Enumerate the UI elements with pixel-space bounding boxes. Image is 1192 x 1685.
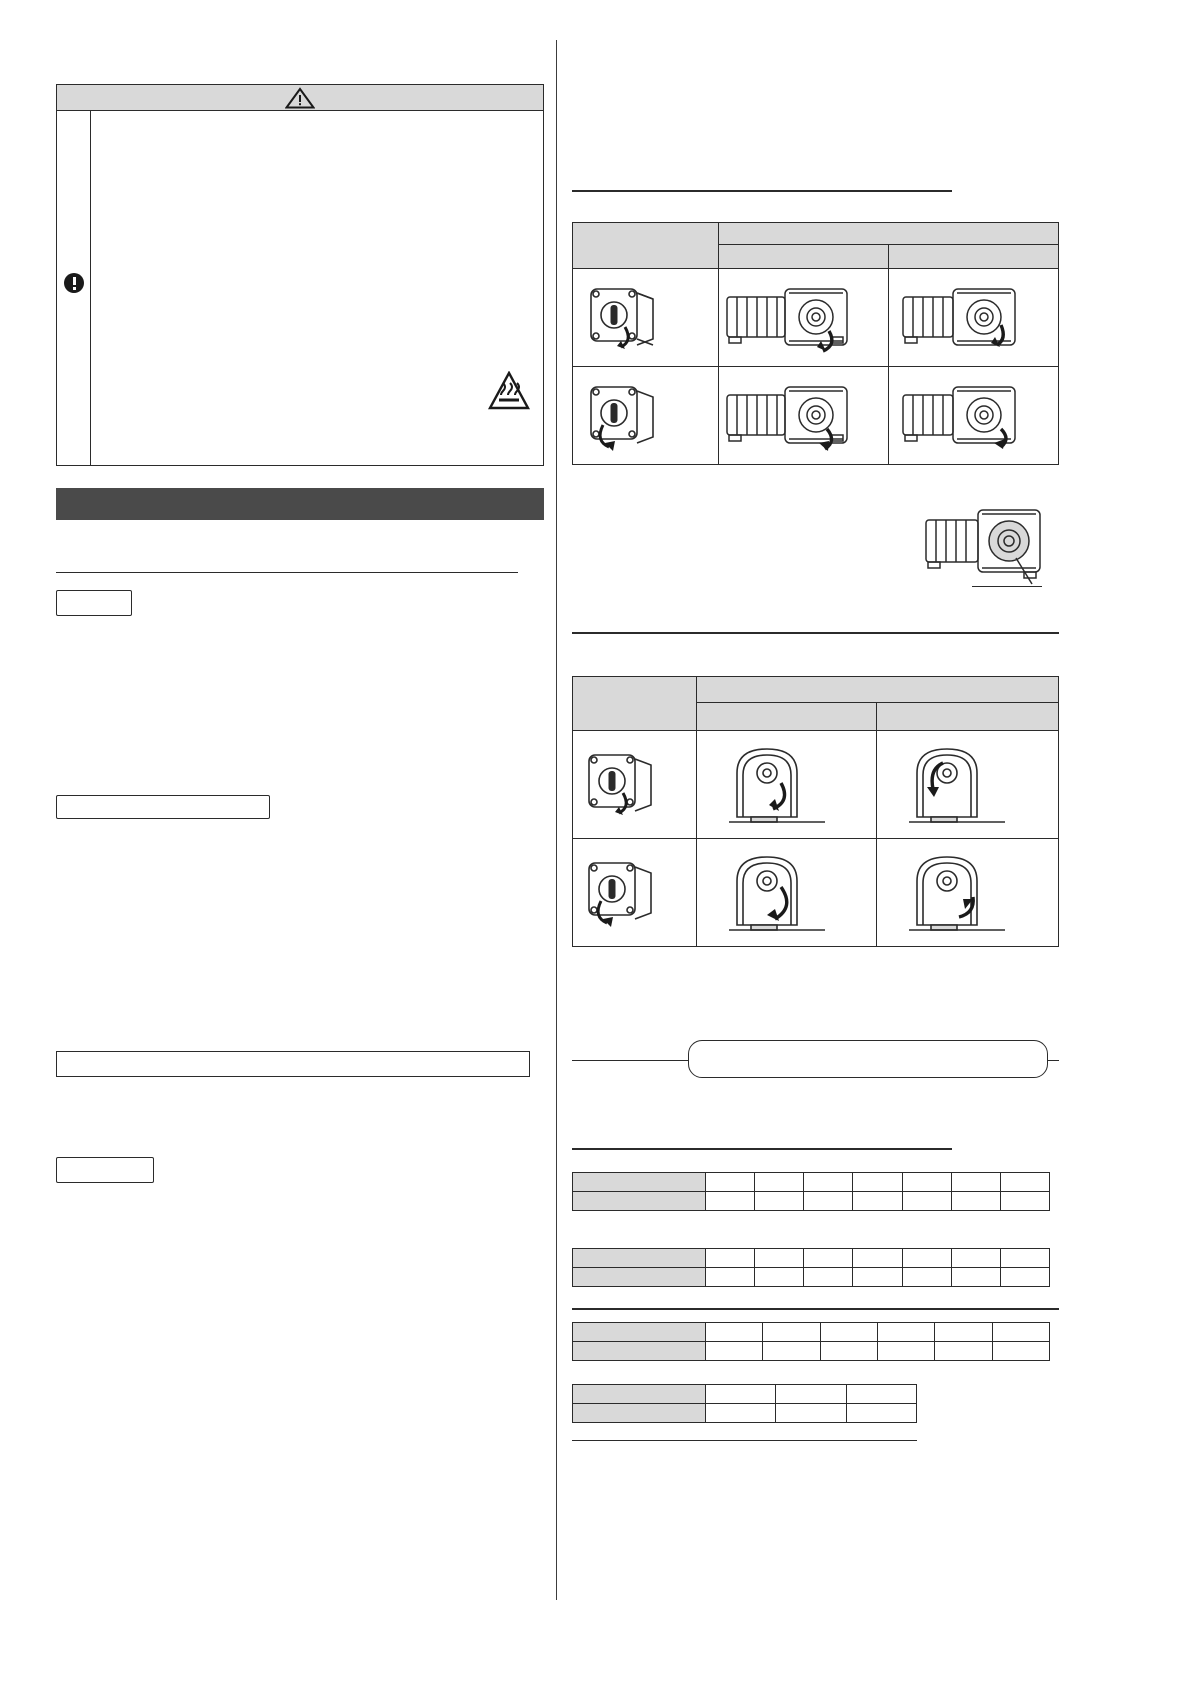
caution-body	[57, 111, 543, 465]
motor-shaft-ccw-icon	[573, 839, 697, 947]
spec-cell	[951, 1249, 1000, 1268]
spec-cell	[902, 1173, 951, 1192]
table-row	[573, 1268, 1050, 1287]
table1-head-left	[573, 223, 719, 269]
spec-cell	[1000, 1173, 1049, 1192]
spec-cell	[853, 1192, 902, 1211]
spec-row-header	[573, 1249, 706, 1268]
spec-cell	[846, 1385, 916, 1404]
spec-cell	[706, 1173, 755, 1192]
table1-head-mid	[719, 245, 889, 269]
tag-box-2	[56, 795, 270, 819]
table1-header-row-1	[573, 223, 1059, 245]
exclamation-circle-icon	[64, 273, 84, 293]
table-row	[573, 1342, 1050, 1361]
spec-cell	[951, 1192, 1000, 1211]
rotation-direction-table-1	[572, 222, 1059, 465]
caution-text-column	[91, 111, 543, 465]
spec-cell	[992, 1342, 1049, 1361]
spec-cell	[992, 1323, 1049, 1342]
specs-footer-rule	[572, 1440, 917, 1441]
spec-cell	[1000, 1268, 1049, 1287]
hollow-shaft-cw-icon	[877, 839, 1059, 947]
detail-leader-rule	[972, 586, 1042, 587]
spec-row-header	[573, 1173, 706, 1192]
hollow-shaft-cw-icon	[696, 731, 877, 839]
spec-row-header	[573, 1192, 706, 1211]
hollow-shaft-ccw-icon	[696, 839, 877, 947]
caution-header	[57, 85, 543, 111]
spec-cell	[763, 1323, 820, 1342]
spec-cell	[706, 1268, 755, 1287]
table-row	[573, 1385, 917, 1404]
spec-cell	[820, 1323, 877, 1342]
geared-motor-ccw-icon	[719, 367, 889, 465]
spec-cell	[935, 1323, 992, 1342]
spec-cell	[820, 1342, 877, 1361]
geared-motor-cw-icon	[719, 269, 889, 367]
table-row	[573, 367, 1059, 465]
spec-cell	[706, 1249, 755, 1268]
table2-head-mid	[696, 703, 877, 731]
spec-cell	[1000, 1192, 1049, 1211]
spec-cell	[853, 1249, 902, 1268]
spec-cell	[763, 1342, 820, 1361]
spec-cell	[951, 1268, 1000, 1287]
spec-cell	[755, 1249, 804, 1268]
warning-triangle-icon	[285, 87, 315, 109]
table-row	[573, 731, 1059, 839]
spec-table-2	[572, 1248, 1050, 1287]
spec-cell	[706, 1404, 776, 1423]
rotation-direction-table-2	[572, 676, 1059, 947]
table-row	[573, 1249, 1050, 1268]
table-row	[573, 1404, 917, 1423]
spec-cell	[755, 1192, 804, 1211]
spec-cell	[951, 1173, 1000, 1192]
spec-cell	[804, 1249, 853, 1268]
specs-group2-rule	[572, 1308, 1059, 1310]
table2-caption-rule	[572, 632, 1059, 634]
spec-cell	[706, 1342, 763, 1361]
table-row	[573, 1323, 1050, 1342]
caution-icon-column	[57, 111, 91, 465]
spec-cell	[1000, 1249, 1049, 1268]
spec-cell	[776, 1404, 846, 1423]
spec-cell	[846, 1404, 916, 1423]
info-bar-1	[56, 1051, 530, 1077]
spec-cell	[755, 1173, 804, 1192]
spec-cell	[853, 1173, 902, 1192]
hollow-shaft-ccw-icon	[877, 731, 1059, 839]
spec-cell	[877, 1323, 934, 1342]
spec-cell	[804, 1192, 853, 1211]
callout-bar	[688, 1040, 1048, 1078]
table1-head-right	[889, 245, 1059, 269]
spec-table-4	[572, 1384, 917, 1423]
table-row	[573, 269, 1059, 367]
spec-row-header	[573, 1385, 706, 1404]
spec-cell	[902, 1192, 951, 1211]
spec-cell	[877, 1342, 934, 1361]
spec-cell	[706, 1323, 763, 1342]
geared-motor-cw-icon	[889, 269, 1059, 367]
column-divider	[556, 40, 557, 1600]
spec-cell	[853, 1268, 902, 1287]
hot-surface-icon	[487, 371, 531, 411]
motor-shaft-ccw-icon	[573, 367, 719, 465]
spec-cell	[706, 1192, 755, 1211]
specs-caption-rule	[572, 1148, 952, 1150]
tag-box-1	[56, 590, 132, 616]
spec-cell	[935, 1342, 992, 1361]
motor-shaft-cw-icon	[573, 269, 719, 367]
spec-cell	[706, 1385, 776, 1404]
spec-cell	[902, 1249, 951, 1268]
spec-table-1	[572, 1172, 1050, 1211]
geared-motor-detail-icon	[920, 500, 1050, 608]
spec-table-3	[572, 1322, 1050, 1361]
table-row	[573, 1192, 1050, 1211]
spec-row-header	[573, 1404, 706, 1423]
section-band	[56, 488, 544, 520]
spec-cell	[776, 1385, 846, 1404]
table1-caption-rule	[572, 190, 952, 192]
spec-row-header	[573, 1268, 706, 1287]
heading-rule-1	[56, 572, 518, 573]
table2-head-left	[573, 677, 697, 731]
motor-shaft-cw-icon	[573, 731, 697, 839]
spec-cell	[755, 1268, 804, 1287]
tag-box-3	[56, 1157, 154, 1183]
table2-head-right	[877, 703, 1059, 731]
table1-head-span	[719, 223, 1059, 245]
spec-cell	[804, 1173, 853, 1192]
table-row	[573, 839, 1059, 947]
spec-cell	[902, 1268, 951, 1287]
table2-header-row-1	[573, 677, 1059, 703]
spec-row-header	[573, 1342, 706, 1361]
table-row	[573, 1173, 1050, 1192]
caution-box	[56, 84, 544, 466]
table2-head-span	[696, 677, 1058, 703]
geared-motor-ccw-icon	[889, 367, 1059, 465]
spec-cell	[804, 1268, 853, 1287]
spec-row-header	[573, 1323, 706, 1342]
